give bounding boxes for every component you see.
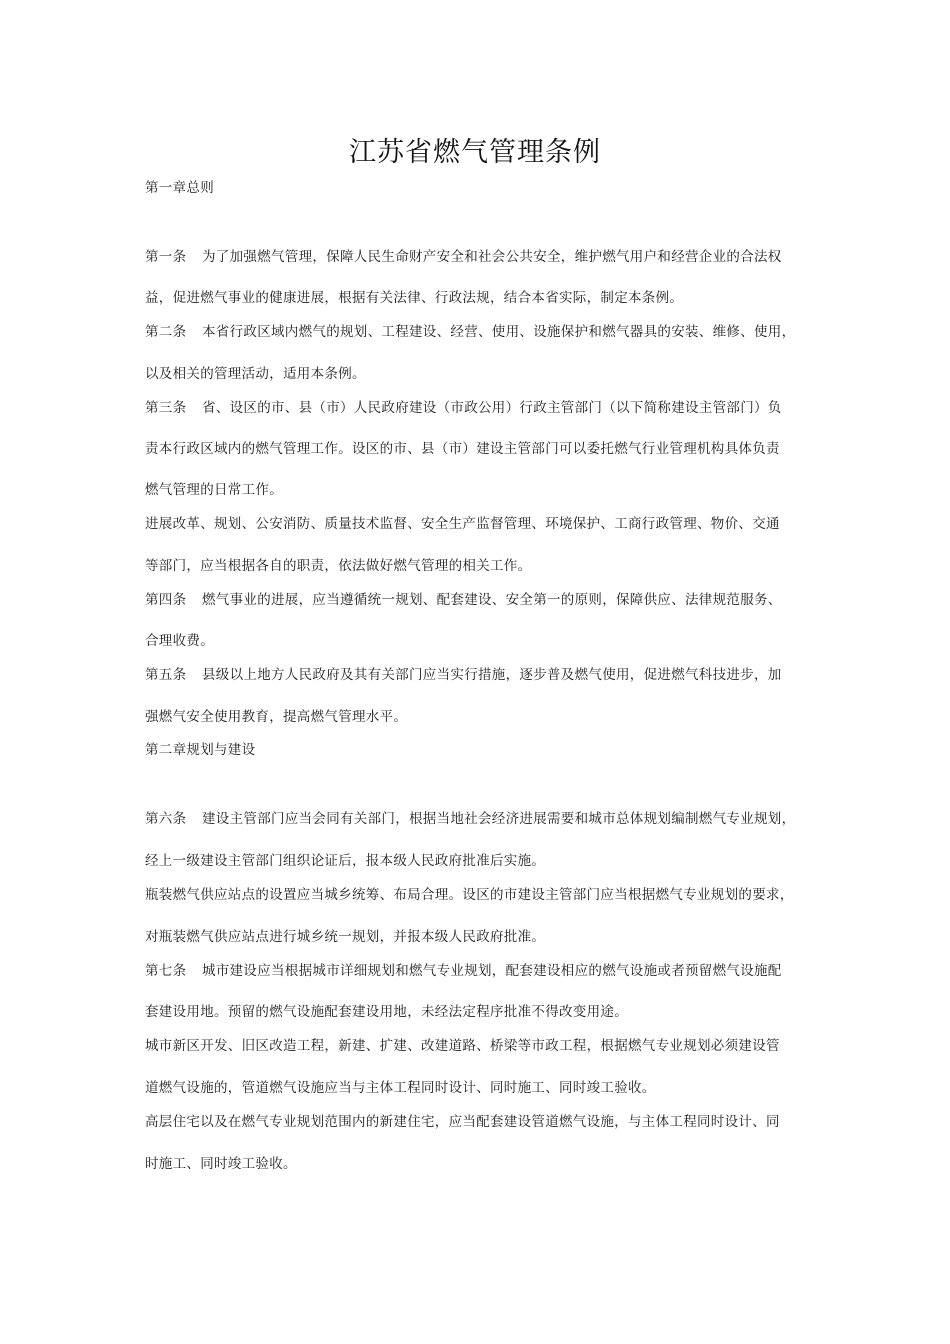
text-line — [145, 632, 825, 650]
line-text: 等部门，应当根据各自的职责，依法做好燃气管理的相关工作。 — [145, 558, 532, 574]
article-line — [145, 591, 825, 609]
line-text: 责本行政区域内的燃气管理工作。设区的市、县（市）建设主管部门可以委托燃气行业管理机构具体负责 — [145, 441, 780, 457]
line-text: 高层住宅以及在燃气专业规划范围内的新建住宅，应当配套建设管道燃气设施，与主体工程同时设计、同 — [145, 1114, 780, 1130]
text-line — [145, 481, 825, 499]
line-text: 为了加强燃气管理，保障人民生命财产安全和社会公共安全，维护燃气用户和经营企业的合法权 — [202, 249, 782, 265]
text-line — [145, 289, 825, 307]
line-text: 套建设用地。预留的燃气设施配套建设用地，未经法定程序批准不得改变用途。 — [145, 1004, 628, 1020]
line-text: 时施工、同时竣工验收。 — [145, 1156, 297, 1172]
text-line — [145, 1113, 825, 1131]
line-text: 对瓶装燃气供应站点进行城乡统一规划，并报本级人民政府批准。 — [145, 929, 546, 945]
line-text: 建设主管部门应当会同有关部门，根据当地社会经济进展需要和城市总体规划编制燃气专业规划， — [202, 811, 796, 827]
article-label: 第三条 — [145, 400, 187, 416]
article-label: 第六条 — [145, 811, 187, 827]
article-label: 第一条 — [145, 249, 187, 265]
line-text: 强燃气安全使用教育，提高燃气管理水平。 — [145, 709, 408, 725]
text-line — [145, 440, 825, 458]
text-line — [145, 928, 825, 946]
line-text: 第二章规划与建设 — [145, 742, 256, 758]
article-line — [145, 399, 825, 417]
article-label: 第五条 — [145, 667, 187, 683]
text-line — [145, 708, 825, 726]
line-text: 经上一级建设主管部门组织论证后，报本级人民政府批准后实施。 — [145, 853, 546, 869]
article-label: 第四条 — [145, 592, 187, 608]
line-text: 益，促进燃气事业的健康进展，根据有关法律、行政法规，结合本省实际，制定本条例。 — [145, 290, 684, 306]
text-line — [145, 515, 825, 533]
article-line — [145, 323, 825, 341]
article-line — [145, 962, 825, 980]
text-line — [145, 1155, 825, 1173]
line-text: 燃气管理的日常工作。 — [145, 482, 283, 498]
text-line — [145, 852, 825, 870]
line-text: 瓶装燃气供应站点的设置应当城乡统筹、布局合理。设区的市建设主管部门应当根据燃气专业规划的要求， — [145, 887, 794, 903]
line-text: 进展改革、规划、公安消防、质量技术监督、安全生产监督管理、环境保护、工商行政管理、物价、交通 — [145, 516, 780, 532]
text-line — [145, 1079, 825, 1097]
article-label: 第七条 — [145, 963, 187, 979]
article-line — [145, 810, 825, 828]
text-line — [145, 741, 825, 759]
text-line — [145, 365, 825, 383]
line-text: 合理收费。 — [145, 633, 214, 649]
article-label: 第二条 — [145, 324, 187, 340]
article-line — [145, 666, 825, 684]
line-text: 第一章总则 — [145, 180, 214, 196]
page-title: 江苏省燃气管理条例 — [349, 137, 601, 168]
text-line — [145, 179, 825, 197]
text-line — [145, 1037, 825, 1055]
line-text: 城市建设应当根据城市详细规划和燃气专业规划，配套建设相应的燃气设施或者预留燃气设施配 — [202, 963, 782, 979]
text-line — [145, 886, 825, 904]
line-text: 道燃气设施的，管道燃气设施应当与主体工程同时设计、同时施工、同时竣工验收。 — [145, 1080, 656, 1096]
article-line — [145, 248, 825, 266]
line-text: 城市新区开发、旧区改造工程，新建、扩建、改建道路、桥梁等市政工程，根据燃气专业规划必须建设管 — [145, 1038, 780, 1054]
text-line — [145, 1003, 825, 1021]
line-text: 燃气事业的进展，应当遵循统一规划、配套建设、安全第一的原则，保障供应、法律规范服务、 — [202, 592, 782, 608]
line-text: 本省行政区域内燃气的规划、工程建设、经营、使用、设施保护和燃气器具的安装、维修、使用， — [202, 324, 796, 340]
line-text: 县级以上地方人民政府及其有关部门应当实行措施，逐步普及燃气使用，促进燃气科技进步，加 — [202, 667, 782, 683]
line-text: 省、设区的市、县（市）人民政府建设（市政公用）行政主管部门（以下简称建设主管部门）负 — [202, 400, 782, 416]
text-line — [145, 557, 825, 575]
line-text: 以及相关的管理活动，适用本条例。 — [145, 366, 366, 382]
